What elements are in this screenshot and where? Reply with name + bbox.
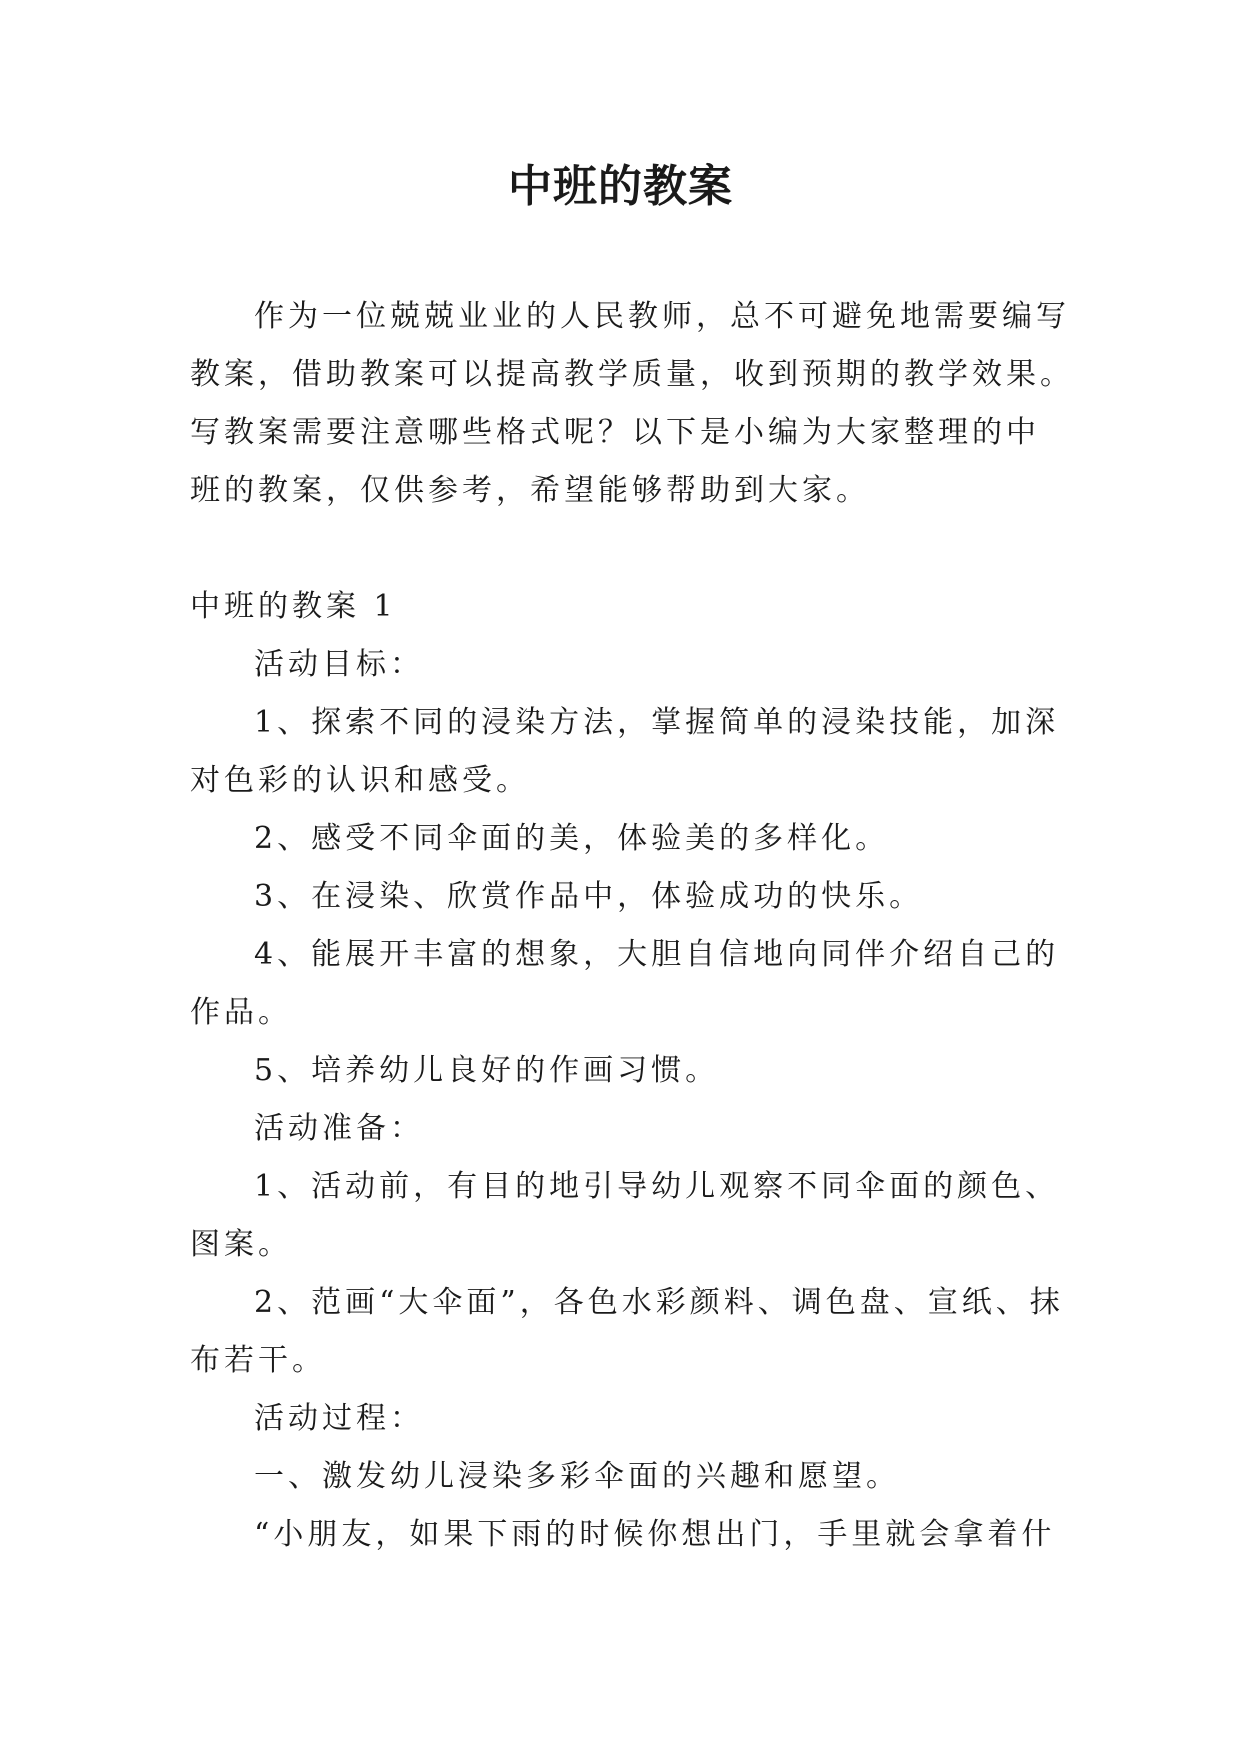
list-item: 4、能展开丰富的想象，大胆自信地向同伴介绍自己的: [254, 937, 1060, 972]
subheading: 活动准备：: [254, 1111, 424, 1146]
list-item-continuation: 布若干。: [190, 1343, 326, 1378]
paragraph-line: “小朋友，如果下雨的时候你想出门，手里就会拿着什: [254, 1517, 1056, 1552]
list-item: 2、感受不同伞面的美，体验美的多样化。: [254, 821, 890, 856]
document-title: 中班的教案: [508, 161, 733, 212]
list-item-continuation: 对色彩的认识和感受。: [190, 763, 530, 798]
intro-line: 教案，借助教案可以提高教学质量，收到预期的教学效果。: [190, 357, 1074, 392]
intro-line: 写教案需要注意哪些格式呢？以下是小编为大家整理的中: [190, 415, 1040, 450]
intro-line: 作为一位兢兢业业的人民教师，总不可避免地需要编写: [254, 299, 1070, 334]
intro-line: 班的教案，仅供参考，希望能够帮助到大家。: [190, 473, 870, 508]
paragraph-gap: [190, 520, 1050, 578]
list-item: 3、在浸染、欣赏作品中，体验成功的快乐。: [254, 879, 924, 914]
list-item: 1、探索不同的浸染方法，掌握简单的浸染技能，加深: [254, 705, 1060, 740]
list-item-continuation: 图案。: [190, 1227, 292, 1262]
subheading: 活动过程：: [254, 1401, 424, 1436]
section-heading: 中班的教案 1: [190, 589, 397, 624]
list-item: 5、培养幼儿良好的作画习惯。: [254, 1053, 720, 1088]
list-item-continuation: 作品。: [190, 995, 292, 1030]
list-item: 1、活动前，有目的地引导幼儿观察不同伞面的颜色、: [254, 1169, 1060, 1204]
document-body: [190, 288, 1074, 1564]
subheading: 活动目标：: [254, 647, 424, 682]
list-item: 一、激发幼儿浸染多彩伞面的兴趣和愿望。: [254, 1459, 900, 1494]
list-item: 2、范画“大伞面”，各色水彩颜料、调色盘、宣纸、抹: [254, 1285, 1064, 1320]
